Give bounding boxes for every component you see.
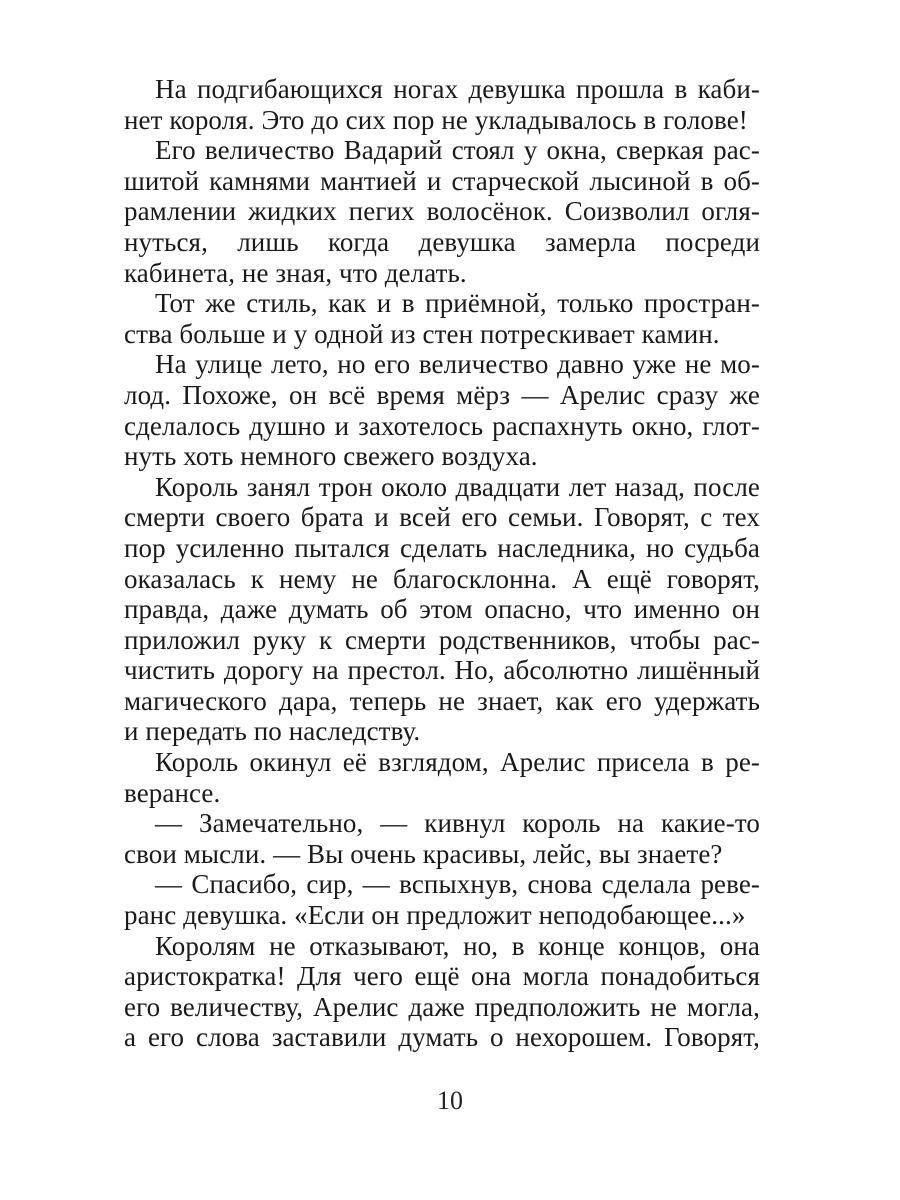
page-number: 10 xyxy=(437,1086,463,1115)
text-line: правда, даже думать об этом опасно, что именно он xyxy=(124,594,760,625)
text-line: — Спасибо, сир, — вспыхнув, снова сделала реве- xyxy=(155,869,760,900)
paragraph-8-dialogue xyxy=(124,869,760,930)
text-line: оказалась к нему не благосклонна. А ещё говорят, xyxy=(124,563,760,594)
text-line: На улице лето, но его величество давно уже не мо- xyxy=(155,349,760,380)
text-line: свои мысли. — Вы очень красивы, лейс, вы знаете? xyxy=(124,838,723,869)
text-line: аристократка! Для чего ещё она могла понадобиться xyxy=(124,961,760,992)
paragraph-5 xyxy=(124,472,760,747)
text-line: и передать по наследству. xyxy=(124,716,421,747)
text-line: смерти своего брата и всей его семьи. Говорят, с тех xyxy=(124,502,760,533)
paragraph-9 xyxy=(124,931,760,1053)
paragraph-7-dialogue xyxy=(124,808,760,869)
text-line: верансе. xyxy=(124,777,221,808)
text-line: чистить дорогу на престол. Но, абсолютно лишённый xyxy=(124,655,760,686)
text-line: его величеству, Арелис даже предположить не могла, xyxy=(124,991,760,1022)
text-line: нет короля. Это до сих пор не укладывалось в голове! xyxy=(124,104,748,135)
text-line: Его величество Вадарий стоял у окна, сверкая рас- xyxy=(155,135,760,166)
paragraph-6 xyxy=(124,747,760,808)
text-line: приложил руку к смерти родственников, чтобы рас- xyxy=(124,624,760,655)
text-line: ства больше и у одной из стен потрескивает камин. xyxy=(124,318,720,349)
text-line: нуться, лишь когда девушка замерла посреди xyxy=(124,226,760,257)
text-line: шитой камнями мантией и старческой лысиной в об- xyxy=(124,165,760,196)
text-line: магического дара, теперь не знает, как его удержать xyxy=(124,685,760,716)
text-line: пор усиленно пытался сделать наследника, но судьба xyxy=(124,532,760,563)
text-line: На подгибающихся ногах девушка прошла в каби- xyxy=(155,74,760,104)
text-line: лод. Похоже, он всё время мёрз — Арелис сразу же xyxy=(124,379,760,410)
text-line: сделалось душно и захотелось распахнуть окно, глот- xyxy=(124,410,760,441)
text-line: ранс девушка. «Если он предложит неподобающее...» xyxy=(124,900,746,931)
paragraph-1 xyxy=(124,74,760,135)
text-line: — Замечательно, — кивнул король на какие-то xyxy=(155,808,760,839)
text-line: Королям не отказывают, но, в конце концов, она xyxy=(155,930,760,961)
text-line: а его слова заставили думать о нехорошем. Говорят, xyxy=(124,1022,760,1053)
text-line: Король занял трон около двадцати лет назад, после xyxy=(155,471,760,502)
paragraph-3 xyxy=(124,288,760,349)
page-text xyxy=(124,74,760,1053)
paragraph-2 xyxy=(124,135,760,288)
text-line: нуть хоть немного свежего воздуха. xyxy=(124,441,538,472)
text-line: Король окинул её взглядом, Арелис присела в ре- xyxy=(155,747,760,778)
paragraph-4 xyxy=(124,349,760,471)
text-line: кабинета, не зная, что делать. xyxy=(124,257,467,288)
text-line: рамлении жидких пегих волосёнок. Соизволил огля- xyxy=(124,196,760,227)
text-line: Тот же стиль, как и в приёмной, только простран- xyxy=(155,288,760,319)
